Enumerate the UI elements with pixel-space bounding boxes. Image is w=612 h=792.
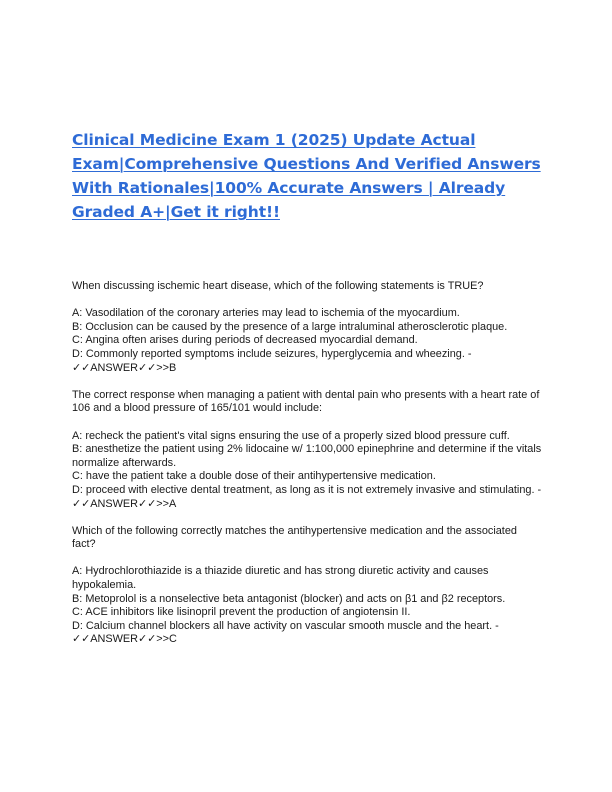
answer-option: A: recheck the patient's vital signs ensuring the use of a properly sized blood pressure cuff. — [72, 429, 510, 442]
question-block — [72, 389, 542, 511]
question-block — [72, 280, 542, 375]
answer-option: D: Commonly reported symptoms include seizures, hyperglycemia and wheezing. - ✓✓ANSWER✓✓>>B — [72, 347, 472, 374]
answer-option: A: Vasodilation of the coronary arteries may lead to ischemia of the myocardium. — [72, 307, 460, 320]
question-block — [72, 525, 542, 647]
question-text: When discussing ischemic heart disease, which of the following statements is TRUE? — [72, 280, 484, 292]
answer-option: B: anesthetize the patient using 2% lidocaine w/ 1:100,000 epinephrine and determine if the vitals normalize afterwards. — [72, 443, 542, 469]
answer-option: B: Occlusion can be caused by the presence of a large intraluminal atherosclerotic plaque. — [72, 320, 508, 333]
answer-option: C: ACE inhibitors like lisinopril prevent the production of angiotensin II. — [72, 606, 411, 619]
answer-option: D: proceed with elective dental treatment, as long as it is not extremely invasive and stimulating. - ✓✓ANSWER✓✓>>A — [72, 483, 542, 510]
answer-option: C: have the patient take a double dose of their antihypertensive medication. — [72, 470, 436, 483]
document-body — [72, 280, 542, 661]
question-text: The correct response when managing a patient with dental pain who presents with a heart rate of 106 and a blood pressure of 165/101 would include: — [72, 388, 540, 415]
answer-option: A: Hydrochlorothiazide is a thiazide diuretic and has strong diuretic activity and causes hypokalemia. — [72, 565, 489, 592]
question-text: Which of the following correctly matches the antihypertensive medication and the associated fact? — [72, 524, 517, 551]
answer-option: C: Angina often arises during periods of decreased myocardial demand. — [72, 334, 418, 347]
document-title[interactable]: Clinical Medicine Exam 1 (2025) Update Actual Exam|Comprehensive Questions And Verified Answers With Rationales|100% Accurate Answers | Already Graded A+|Get it right!! — [72, 131, 541, 221]
answer-option: D: Calcium channel blockers all have activity on vascular smooth muscle and the heart. - ✓✓ANSWER✓✓>>C — [72, 619, 499, 646]
answer-option: B: Metoprolol is a nonselective beta antagonist (blocker) and acts on β1 and β2 receptors. — [72, 592, 506, 605]
